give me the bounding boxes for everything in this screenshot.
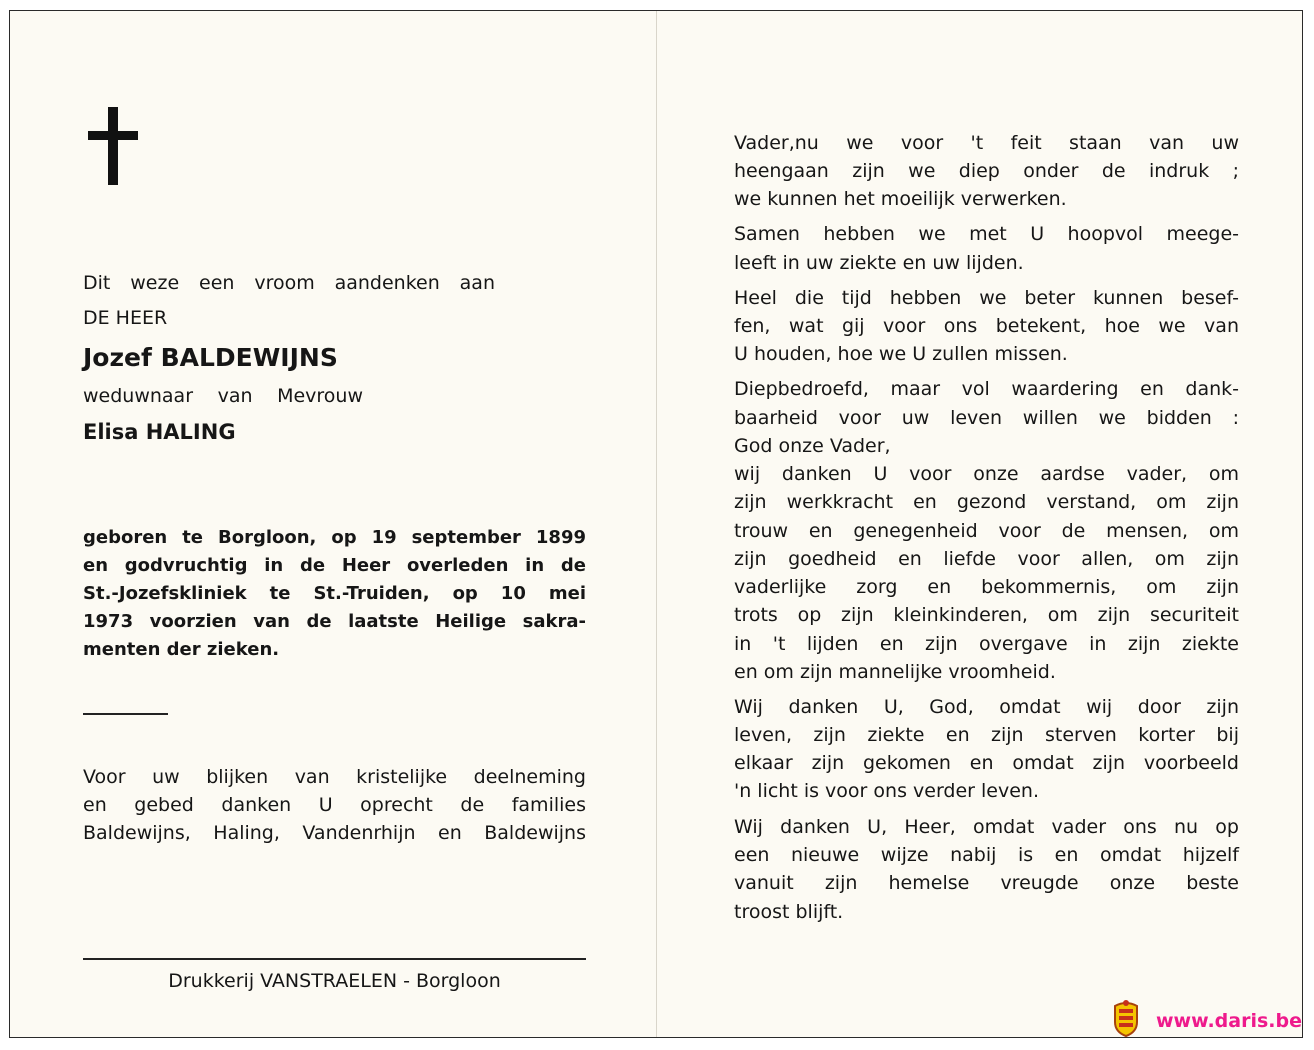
printer-credit: Drukkerij VANSTRAELEN - Borgloon: [168, 970, 501, 992]
relation-text: weduwnaar van Mevrouw: [83, 385, 363, 407]
prayer-line: we kunnen het moeilijk verwerken.: [734, 188, 1067, 210]
cross-icon: [88, 107, 138, 185]
biography-line: 1973 voorzien van de laatste Heilige sakra-: [83, 611, 586, 632]
thanks-line: Baldewijns, Haling, Vandenrhijn en Baldewijns: [83, 822, 586, 844]
prayer-line: fen, wat gij voor ons betekent, hoe we van: [734, 315, 1239, 337]
prayer-line: U houden, hoe we U zullen missen.: [734, 343, 1068, 365]
fold-line: [656, 11, 657, 1037]
biography-line: en godvruchtig in de Heer overleden in de: [83, 555, 586, 576]
prayer-line: troost blijft.: [734, 901, 844, 923]
spouse-name: Elisa HALING: [83, 420, 236, 444]
printer-rule: [83, 958, 586, 960]
prayer-line: leven, zijn ziekte en zijn sterven korter bij: [734, 724, 1239, 746]
prayer-line: heengaan zijn we diep onder de indruk ;: [734, 160, 1239, 182]
prayer-line: en om zijn mannelijke vroomheid.: [734, 661, 1056, 683]
divider: [83, 713, 168, 715]
intro-text: Dit weze een vroom aandenken aan: [83, 272, 495, 294]
biography-line: St.-Jozefskliniek te St.-Truiden, op 10 mei: [83, 583, 586, 604]
prayer-line: Vader,nu we voor 't feit staan van uw: [734, 132, 1239, 154]
prayer-line: vanuit zijn hemelse vreugde onze beste: [734, 872, 1239, 894]
prayer-line: zijn goedheid en liefde voor allen, om zijn: [734, 548, 1239, 570]
prayer-line: trots op zijn kleinkinderen, om zijn securiteit: [734, 604, 1239, 626]
honorific: DE HEER: [83, 307, 168, 329]
prayer-line: trouw en genegenheid voor de mensen, om: [734, 520, 1239, 542]
watermark-link[interactable]: www.daris.be: [1156, 1010, 1302, 1032]
prayer-line: leeft in uw ziekte en uw lijden.: [734, 252, 1024, 274]
biography-line: geboren te Borgloon, op 19 september 1899: [83, 527, 586, 548]
prayer-line: Heel die tijd hebben we beter kunnen besef-: [734, 287, 1239, 309]
prayer-line: Wij danken U, God, omdat wij door zijn: [734, 696, 1239, 718]
crest-icon: [1111, 998, 1141, 1038]
deceased-name: Jozef BALDEWIJNS: [83, 343, 338, 372]
prayer-line: Wij danken U, Heer, omdat vader ons nu op: [734, 816, 1239, 838]
biography-line: menten der zieken.: [83, 639, 280, 660]
memorial-card: [9, 10, 1303, 1038]
prayer-line: God onze Vader,: [734, 435, 891, 457]
thanks-line: en gebed danken U oprecht de families: [83, 794, 586, 816]
prayer-line: zijn werkkracht en gezond verstand, om zijn: [734, 491, 1239, 513]
prayer-line: 'n licht is voor ons verder leven.: [734, 780, 1040, 802]
prayer-line: een nieuwe wijze nabij is en omdat hijzelf: [734, 844, 1239, 866]
prayer-line: Samen hebben we met U hoopvol meege-: [734, 223, 1239, 245]
thanks-line: Voor uw blijken van kristelijke deelneming: [83, 766, 586, 788]
prayer-line: elkaar zijn gekomen en omdat zijn voorbeeld: [734, 752, 1239, 774]
prayer-line: baarheid voor uw leven willen we bidden :: [734, 407, 1239, 429]
prayer-line: wij danken U voor onze aardse vader, om: [734, 463, 1239, 485]
prayer-line: in 't lijden en zijn overgave in zijn ziekte: [734, 633, 1239, 655]
prayer-line: Diepbedroefd, maar vol waardering en dank-: [734, 378, 1239, 400]
prayer-line: vaderlijke zorg en bekommernis, om zijn: [734, 576, 1239, 598]
